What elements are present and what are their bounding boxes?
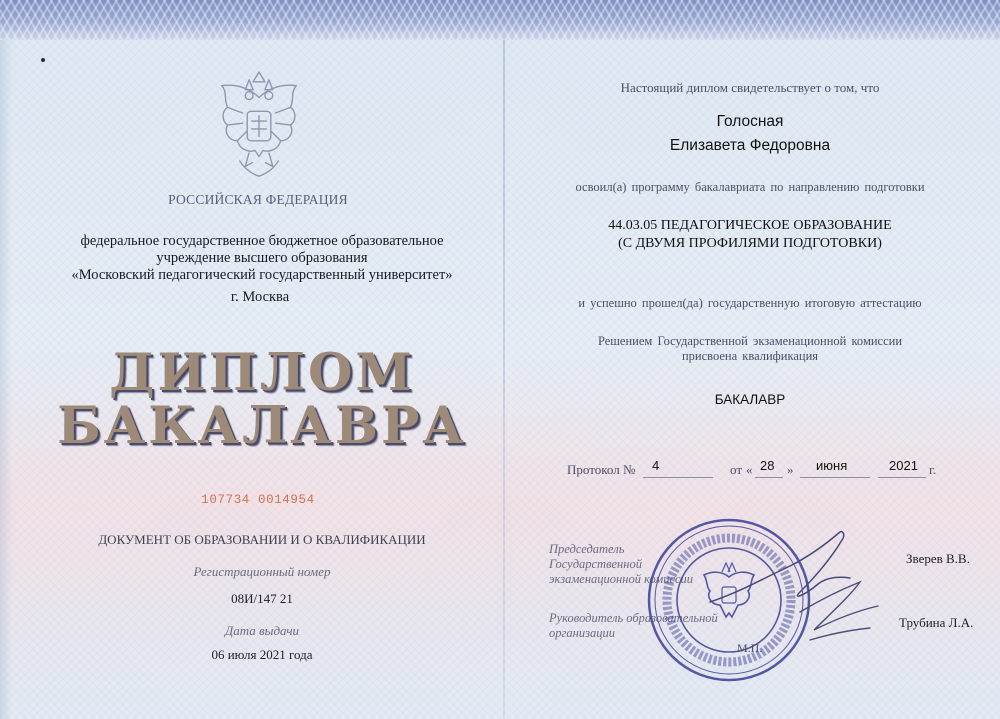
chair-label-line-2: Государственной [549, 557, 642, 571]
protocol-day: 28 [760, 458, 775, 473]
chair-name: Зверев В.В. [906, 551, 970, 566]
institution-name [71, 233, 452, 284]
program-line-1: 44.03.05 ПЕДАГОГИЧЕСКОЕ ОБРАЗОВАНИЕ [608, 218, 892, 233]
institution-line-2: учреждение высшего образования [156, 250, 368, 266]
country-name: РОССИЙСКАЯ ФЕДЕРАЦИЯ [168, 192, 348, 207]
seal-place-mark: М.П. [737, 641, 763, 655]
program-name [608, 217, 891, 253]
protocol-close-quote: » [787, 462, 794, 477]
issue-date: 06 июля 2021 года [211, 647, 313, 662]
commission-decision [598, 334, 902, 364]
head-name: Трубина Л.А. [899, 615, 974, 630]
registration-number: 08И/147 21 [231, 591, 293, 606]
protocol-month-underline [800, 477, 870, 478]
registration-label: Регистрационный номер [193, 564, 331, 579]
institution-line-3: «Московский педагогический государственный университет» [71, 267, 453, 283]
protocol-number: 4 [652, 458, 660, 473]
head-label-line-1: Руководитель образовательной [549, 611, 718, 625]
graduate-surname: Голосная [716, 113, 784, 130]
protocol-number-underline [643, 477, 713, 478]
program-mastered-text: освоил(а) программу бакалавриата по направлению подготовки [575, 180, 925, 194]
chair-label-line-1: Председатель [549, 542, 625, 556]
russian-eagle-emblem-icon [200, 68, 318, 186]
protocol-year-underline [878, 477, 926, 478]
program-line-2: (С ДВУМЯ ПРОФИЛЯМИ ПОДГОТОВКИ) [618, 236, 882, 251]
graduate-given-names: Елизавета Федоровна [669, 137, 831, 154]
left-edge-shadow [0, 40, 12, 719]
head-label-line-2: организации [549, 626, 615, 640]
qualification: БАКАЛАВР [714, 392, 786, 407]
diploma-title-line-1: ДИПЛОМ [109, 343, 415, 403]
certifies-text: Настоящий диплом свидетельствует о том, что [620, 80, 880, 95]
city: г. Москва [230, 289, 290, 305]
attestation-passed-text: и успешно прошел(да) государственную итоговую аттестацию [578, 296, 922, 310]
center-fold [503, 40, 505, 719]
document-type: ДОКУМЕНТ ОБ ОБРАЗОВАНИИ И О КВАЛИФИКАЦИИ [98, 532, 426, 547]
diploma-title-line-2: БАКАЛАВРА [57, 396, 467, 456]
protocol-month: июня [816, 458, 848, 473]
protocol-year: 2021 [889, 458, 918, 473]
protocol-open-quote: « [746, 462, 753, 477]
institution-line-1: федеральное государственное бюджетное образовательное [80, 233, 444, 249]
chair-label-line-3: экзаменационной комиссии [549, 572, 694, 586]
protocol-label: Протокол № [567, 462, 636, 477]
top-ornamental-border [0, 0, 1000, 40]
diploma-serial-number: 107734 0014954 [201, 493, 315, 507]
head-signature-icon [790, 560, 890, 650]
protocol-from: от [730, 462, 743, 477]
protocol-day-underline [755, 477, 783, 478]
mark-dot [41, 58, 45, 62]
decision-line-2: присвоена квалификация [681, 349, 819, 363]
protocol-year-suffix: г. [929, 462, 937, 477]
issue-date-label: Дата выдачи [224, 623, 300, 638]
decision-line-1: Решением Государственной экзаменационной комиссии [597, 334, 903, 348]
